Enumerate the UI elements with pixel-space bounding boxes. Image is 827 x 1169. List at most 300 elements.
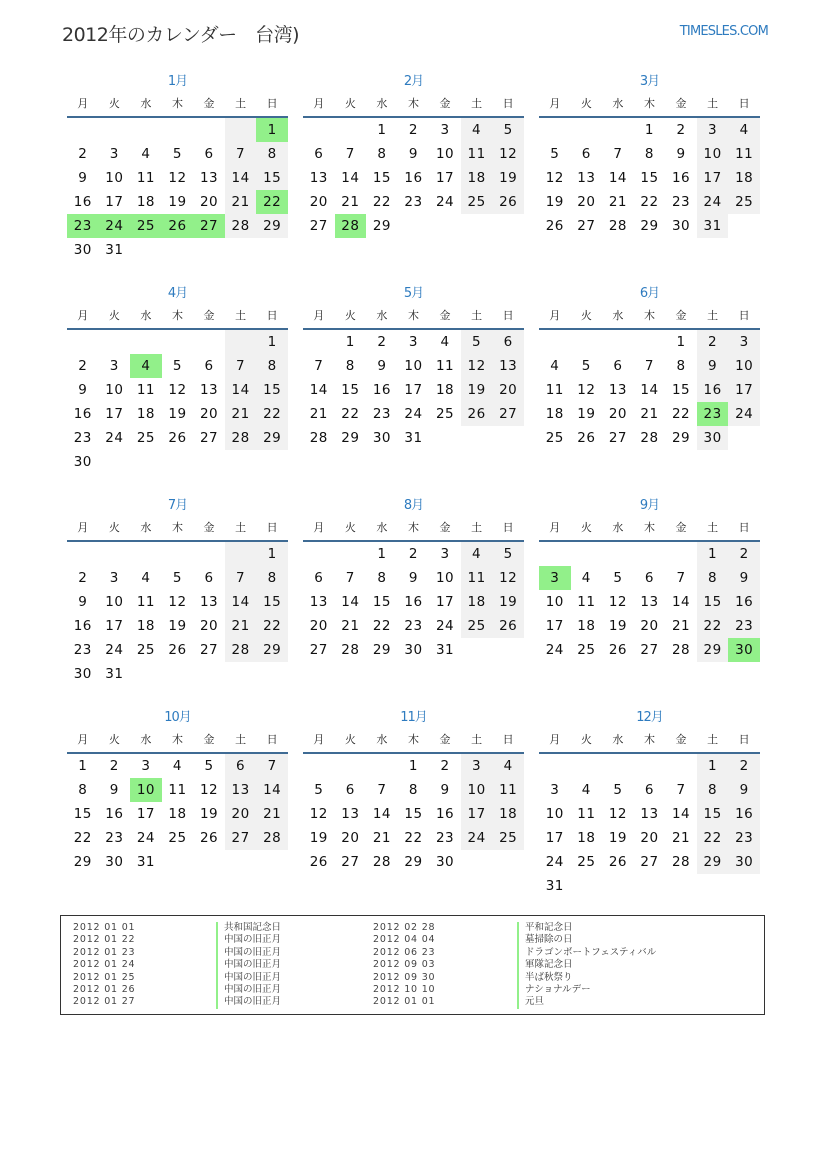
day-cell: 2 [78, 358, 88, 374]
weekday-label: 金 [203, 521, 215, 534]
day-cell: 18 [168, 806, 187, 822]
month-title: 8月 [403, 498, 424, 513]
holiday-name: 中国の旧正月 [224, 971, 282, 983]
day-cell: 20 [577, 194, 596, 210]
weekday-header [303, 516, 524, 542]
holiday-name: 軍隊記念日 [525, 959, 573, 971]
day-cell: 25 [461, 190, 493, 214]
day-cell: 22 [671, 406, 691, 422]
day-cell: 10 [545, 806, 564, 822]
day-cell: 1 [78, 758, 88, 774]
weekday-label: 火 [580, 97, 592, 110]
month-11 [303, 708, 524, 908]
empty-day-cell [99, 330, 131, 354]
day-cell: 18 [435, 382, 455, 398]
day-cell: 30 [697, 426, 729, 450]
holiday-date: 2012 01 23 [73, 946, 136, 958]
month-title: 4月 [167, 286, 188, 301]
day-cell: 8 [345, 358, 355, 374]
day-cell: 20 [309, 618, 328, 634]
day-cell: 27 [492, 402, 524, 426]
day-cell: 28 [671, 854, 691, 870]
day-cell: 8 [256, 354, 288, 378]
day-cell: 15 [256, 378, 288, 402]
weekday-label: 月 [313, 521, 325, 534]
day-cell: 22 [372, 194, 391, 210]
holiday-name: 中国の旧正月 [224, 934, 282, 946]
day-cell: 9 [78, 170, 88, 186]
day-cell: 25 [168, 830, 187, 846]
day-cell: 23 [671, 194, 691, 210]
weekday-label: 日 [738, 97, 750, 110]
weekday-label: 土 [235, 521, 247, 534]
day-cell: 18 [492, 802, 524, 826]
weekday-header [67, 516, 288, 542]
weekday-label: 金 [675, 97, 687, 110]
day-cell: 27 [225, 826, 257, 850]
day-cell: 10 [105, 382, 124, 398]
day-cell: 12 [168, 382, 187, 398]
day-grid [539, 330, 760, 450]
day-cell: 17 [105, 406, 124, 422]
day-cell: 22 [640, 194, 659, 210]
day-cell: 26 [168, 430, 187, 446]
weekday-label: 金 [439, 309, 451, 322]
day-cell: 12 [577, 382, 596, 398]
day-cell: 19 [168, 406, 187, 422]
day-cell: 31 [404, 430, 423, 446]
weekday-label: 木 [407, 733, 419, 746]
day-cell: 3 [408, 334, 419, 350]
day-cell: 28 [335, 214, 367, 238]
weekday-label: 金 [203, 309, 215, 322]
day-cell: 22 [256, 402, 288, 426]
day-cell: 3 [550, 782, 560, 798]
day-cell: 25 [545, 430, 564, 446]
day-cell: 20 [492, 378, 524, 402]
weekday-header [67, 92, 288, 118]
day-cell: 10 [461, 778, 493, 802]
empty-day-cell [539, 330, 571, 354]
day-cell: 21 [309, 406, 328, 422]
day-cell: 18 [136, 406, 155, 422]
day-cell: 8 [78, 782, 88, 798]
day-cell: 17 [404, 382, 423, 398]
day-cell: 12 [608, 594, 627, 610]
day-cell: 14 [341, 170, 360, 186]
day-cell: 17 [545, 830, 564, 846]
day-cell: 30 [73, 242, 92, 258]
day-cell: 1 [697, 542, 729, 566]
day-cell: 11 [461, 566, 493, 590]
day-cell: 2 [676, 122, 686, 138]
day-cell: 15 [697, 590, 729, 614]
day-cell: 29 [341, 430, 360, 446]
weekday-label: 土 [235, 309, 247, 322]
day-cell: 6 [345, 782, 355, 798]
day-cell: 7 [225, 566, 257, 590]
weekday-label: 水 [140, 97, 152, 110]
day-cell: 13 [492, 354, 524, 378]
day-cell: 30 [728, 850, 760, 874]
day-cell: 13 [199, 170, 219, 186]
weekday-label: 水 [612, 309, 624, 322]
day-cell: 9 [728, 778, 760, 802]
empty-day-cell [366, 754, 398, 778]
day-cell: 7 [225, 354, 257, 378]
day-cell: 14 [640, 382, 659, 398]
day-cell: 23 [105, 830, 124, 846]
empty-day-cell [67, 542, 99, 566]
day-cell: 13 [608, 382, 627, 398]
day-cell: 29 [256, 638, 288, 662]
weekday-header [539, 516, 760, 542]
empty-day-cell [665, 754, 697, 778]
day-cell: 9 [676, 146, 686, 162]
weekday-label: 日 [266, 521, 278, 534]
day-cell: 17 [728, 378, 760, 402]
day-cell: 11 [577, 806, 596, 822]
empty-day-cell [225, 330, 257, 354]
weekday-label: 水 [612, 521, 624, 534]
empty-day-cell [193, 330, 225, 354]
day-cell: 24 [545, 854, 564, 870]
day-cell: 17 [545, 618, 564, 634]
day-cell: 10 [697, 142, 729, 166]
weekday-label: 金 [439, 521, 451, 534]
month-12 [539, 708, 760, 908]
day-cell: 25 [136, 430, 155, 446]
month-8 [303, 496, 524, 696]
day-cell: 5 [172, 570, 183, 586]
day-cell: 22 [256, 190, 288, 214]
day-cell: 20 [199, 194, 219, 210]
day-cell: 17 [435, 170, 455, 186]
day-cell: 5 [172, 146, 183, 162]
day-cell: 30 [372, 430, 391, 446]
day-grid [539, 754, 760, 898]
month-4 [67, 284, 288, 484]
day-cell: 18 [461, 166, 493, 190]
day-cell: 25 [577, 854, 596, 870]
day-cell: 29 [372, 642, 391, 658]
day-cell: 3 [109, 570, 119, 586]
day-cell: 18 [136, 194, 155, 210]
weekday-label: 金 [439, 97, 451, 110]
weekday-label: 木 [407, 521, 419, 534]
day-cell: 5 [492, 542, 524, 566]
day-cell: 27 [193, 214, 225, 238]
holiday-date: 2012 01 01 [73, 922, 136, 933]
day-cell: 21 [225, 190, 257, 214]
day-cell: 29 [256, 426, 288, 450]
weekday-label: 金 [203, 97, 215, 110]
empty-day-cell [571, 542, 603, 566]
weekday-label: 土 [471, 521, 483, 534]
day-cell: 7 [345, 146, 355, 162]
day-cell: 24 [697, 190, 729, 214]
day-cell: 24 [105, 642, 124, 658]
day-cell: 11 [728, 142, 760, 166]
day-cell: 27 [199, 642, 219, 658]
day-cell: 9 [78, 382, 88, 398]
holiday-name: 共和国記念日 [224, 922, 282, 933]
day-cell: 1 [408, 758, 419, 774]
day-cell: 13 [199, 382, 219, 398]
day-cell: 3 [461, 754, 493, 778]
day-cell: 22 [73, 830, 92, 846]
empty-day-cell [634, 754, 666, 778]
day-cell: 24 [461, 826, 493, 850]
day-cell: 2 [440, 758, 450, 774]
day-cell: 4 [130, 354, 162, 378]
day-cell: 21 [225, 614, 257, 638]
day-cell: 8 [697, 778, 729, 802]
day-cell: 12 [545, 170, 564, 186]
day-cell: 2 [408, 546, 419, 562]
weekday-label: 木 [643, 309, 655, 322]
empty-day-cell [130, 330, 162, 354]
day-cell: 3 [109, 146, 119, 162]
holiday-list [60, 915, 765, 1015]
empty-day-cell [162, 118, 194, 142]
day-cell: 13 [577, 170, 596, 186]
empty-day-cell [539, 754, 571, 778]
weekday-header [539, 304, 760, 330]
weekday-label: 金 [203, 733, 215, 746]
day-cell: 3 [539, 566, 571, 590]
day-cell: 5 [492, 118, 524, 142]
empty-day-cell [634, 542, 666, 566]
day-grid [303, 754, 524, 874]
day-cell: 24 [545, 642, 564, 658]
day-cell: 6 [492, 330, 524, 354]
day-cell: 2 [78, 146, 88, 162]
day-cell: 15 [256, 590, 288, 614]
weekday-header [67, 728, 288, 754]
day-cell: 6 [644, 570, 655, 586]
day-cell: 25 [728, 190, 760, 214]
day-cell: 25 [130, 214, 162, 238]
day-cell: 6 [613, 358, 623, 374]
day-cell: 6 [204, 358, 214, 374]
day-cell: 24 [404, 406, 423, 422]
empty-day-cell [67, 118, 99, 142]
day-cell: 21 [372, 830, 391, 846]
day-grid [303, 330, 524, 450]
day-grid [67, 754, 288, 874]
day-cell: 30 [728, 638, 760, 662]
weekday-label: 木 [643, 733, 655, 746]
day-cell: 6 [581, 146, 591, 162]
day-cell: 10 [404, 358, 423, 374]
day-cell: 21 [341, 618, 360, 634]
day-cell: 26 [577, 430, 596, 446]
empty-day-cell [335, 754, 367, 778]
day-cell: 22 [697, 614, 729, 638]
day-cell: 24 [728, 402, 760, 426]
day-cell: 15 [404, 806, 423, 822]
weekday-label: 木 [171, 733, 183, 746]
empty-day-cell [99, 118, 131, 142]
empty-day-cell [335, 542, 367, 566]
weekday-label: 月 [77, 97, 89, 110]
day-cell: 27 [640, 854, 659, 870]
weekday-label: 火 [344, 97, 356, 110]
day-cell: 20 [640, 618, 659, 634]
day-cell: 4 [141, 570, 151, 586]
day-cell: 13 [225, 778, 257, 802]
weekday-label: 日 [738, 733, 750, 746]
weekday-label: 水 [612, 97, 624, 110]
day-cell: 20 [199, 406, 219, 422]
day-cell: 17 [461, 802, 493, 826]
empty-day-cell [571, 330, 603, 354]
weekday-label: 木 [643, 521, 655, 534]
brand-link[interactable]: TIMESLES.COM [679, 24, 768, 39]
day-cell: 14 [372, 806, 391, 822]
empty-day-cell [303, 542, 335, 566]
day-cell: 16 [73, 406, 92, 422]
empty-day-cell [130, 542, 162, 566]
day-cell: 5 [314, 782, 324, 798]
day-cell: 10 [130, 778, 162, 802]
day-cell: 7 [644, 358, 655, 374]
day-cell: 13 [199, 594, 219, 610]
day-cell: 15 [640, 170, 659, 186]
day-cell: 3 [697, 118, 729, 142]
day-cell: 11 [435, 358, 455, 374]
day-cell: 2 [377, 334, 387, 350]
day-cell: 14 [671, 806, 691, 822]
weekday-label: 日 [738, 309, 750, 322]
weekday-label: 月 [313, 733, 325, 746]
weekday-label: 土 [235, 97, 247, 110]
weekday-label: 木 [171, 309, 183, 322]
day-cell: 17 [136, 806, 155, 822]
day-cell: 16 [404, 594, 423, 610]
day-cell: 11 [168, 782, 187, 798]
day-cell: 4 [728, 118, 760, 142]
day-cell: 18 [461, 590, 493, 614]
day-cell: 11 [461, 142, 493, 166]
day-cell: 8 [256, 566, 288, 590]
day-cell: 13 [640, 806, 659, 822]
day-cell: 20 [608, 406, 627, 422]
holiday-names-left [216, 922, 281, 1009]
month-title: 2月 [403, 74, 424, 89]
day-cell: 8 [697, 566, 729, 590]
day-grid [67, 330, 288, 474]
weekday-label: 火 [580, 733, 592, 746]
weekday-label: 日 [266, 733, 278, 746]
day-cell: 22 [404, 830, 423, 846]
empty-day-cell [303, 330, 335, 354]
day-cell: 3 [440, 122, 450, 138]
empty-day-cell [225, 542, 257, 566]
month-2 [303, 72, 524, 272]
holiday-date: 2012 10 10 [373, 983, 436, 995]
day-cell: 20 [640, 830, 659, 846]
day-cell: 29 [640, 218, 659, 234]
day-cell: 4 [581, 570, 591, 586]
year-calendar [67, 72, 761, 902]
day-cell: 7 [314, 358, 324, 374]
month-title: 11月 [400, 710, 427, 725]
day-cell: 29 [256, 214, 288, 238]
day-cell: 26 [608, 854, 627, 870]
day-cell: 24 [136, 830, 155, 846]
day-cell: 8 [408, 782, 419, 798]
day-cell: 25 [435, 406, 455, 422]
day-cell: 19 [577, 406, 596, 422]
day-cell: 10 [435, 570, 455, 586]
day-cell: 13 [309, 170, 328, 186]
weekday-label: 土 [707, 97, 719, 110]
day-cell: 9 [109, 782, 119, 798]
day-cell: 2 [408, 122, 419, 138]
holiday-name: 元旦 [525, 996, 545, 1008]
day-cell: 6 [644, 782, 655, 798]
holiday-name: 半ば秋祭り [525, 971, 573, 983]
day-cell: 6 [314, 146, 324, 162]
empty-day-cell [539, 542, 571, 566]
day-cell: 9 [408, 146, 419, 162]
day-cell: 14 [225, 378, 257, 402]
day-cell: 2 [697, 330, 729, 354]
day-cell: 31 [105, 666, 124, 682]
weekday-label: 水 [140, 733, 152, 746]
day-cell: 1 [676, 334, 686, 350]
day-cell: 28 [608, 218, 627, 234]
day-cell: 24 [99, 214, 131, 238]
holiday-dates-left [73, 922, 135, 1009]
weekday-label: 木 [407, 97, 419, 110]
day-cell: 30 [105, 854, 124, 870]
day-cell: 9 [728, 566, 760, 590]
day-cell: 16 [728, 802, 760, 826]
weekday-label: 木 [643, 97, 655, 110]
day-cell: 11 [136, 594, 155, 610]
holiday-date: 2012 01 25 [73, 971, 136, 983]
weekday-label: 金 [439, 733, 451, 746]
day-cell: 28 [225, 638, 257, 662]
empty-day-cell [602, 754, 634, 778]
day-cell: 18 [577, 618, 596, 634]
day-cell: 14 [256, 778, 288, 802]
day-cell: 19 [168, 618, 187, 634]
day-cell: 27 [199, 430, 219, 446]
empty-day-cell [539, 118, 571, 142]
day-cell: 7 [676, 782, 686, 798]
day-cell: 26 [162, 214, 194, 238]
day-cell: 17 [105, 194, 124, 210]
empty-day-cell [571, 118, 603, 142]
holiday-date: 2012 06 23 [373, 946, 436, 958]
holiday-name: ドラゴンボートフェスティバル [525, 946, 657, 958]
day-cell: 14 [225, 166, 257, 190]
weekday-label: 月 [77, 309, 89, 322]
weekday-label: 土 [471, 309, 483, 322]
day-cell: 23 [372, 406, 391, 422]
day-cell: 2 [109, 758, 119, 774]
month-7 [67, 496, 288, 696]
day-cell: 16 [404, 170, 423, 186]
day-cell: 24 [105, 430, 124, 446]
day-grid [67, 542, 288, 686]
day-cell: 28 [640, 430, 659, 446]
weekday-label: 火 [580, 309, 592, 322]
